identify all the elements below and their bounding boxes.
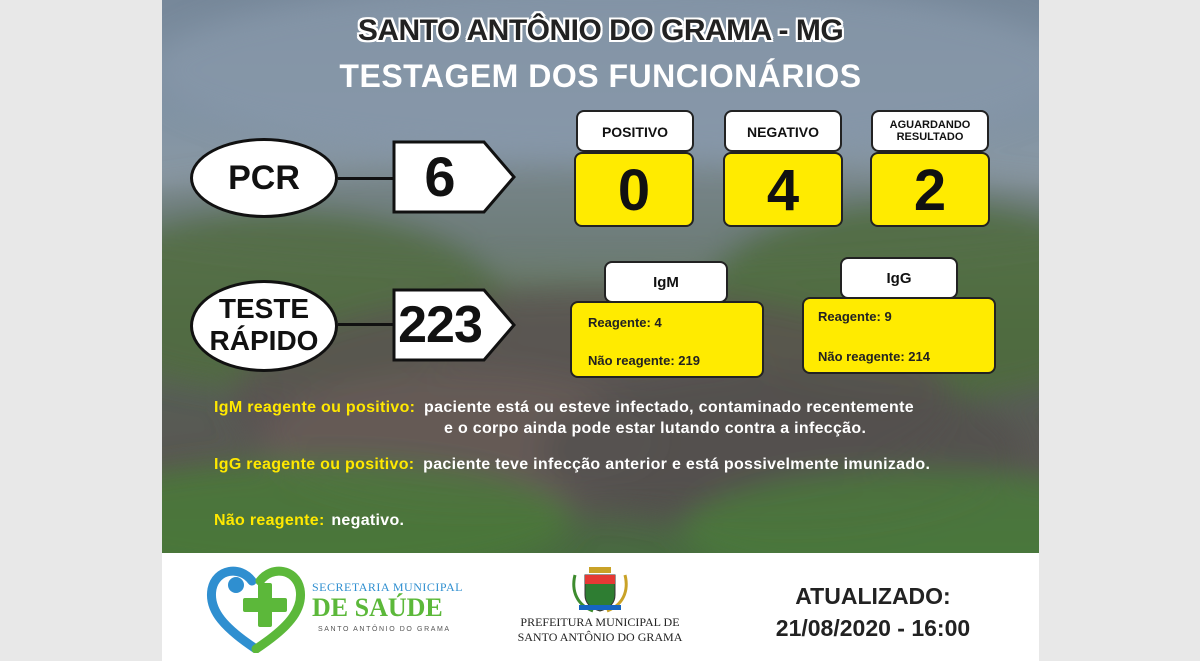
footer [162, 553, 1039, 661]
legend-igg-text: paciente teve infecção anterior e está possivelmente imunizado. [423, 456, 931, 473]
prefeitura-line-2: SANTO ANTÔNIO DO GRAMA [517, 630, 683, 644]
igg-results-box [802, 297, 996, 374]
pcr-total-value: 6 [424, 145, 456, 208]
negativo-count-box [723, 152, 843, 227]
legend-igm-text-1: paciente está ou esteve infectado, contaminado recentemente [424, 399, 914, 416]
location-title: SANTO ANTÔNIO DO GRAMA - MG [357, 14, 844, 47]
legend-igm [214, 399, 914, 417]
positivo-count-box [574, 152, 694, 227]
teste-rapido-total-value: 223 [398, 296, 482, 354]
aguardando-label-box: AGUARDANDO RESULTADO [871, 110, 989, 152]
igm-reagente: Reagente: 4 [588, 315, 662, 330]
legend-igm-key: IgM reagente ou positivo: [214, 399, 416, 416]
legend-igm-text-2: e o corpo ainda pode estar lutando contra a infecção. [444, 420, 867, 437]
municipal-coat-of-arms [569, 565, 631, 615]
negativo-count: 4 [766, 158, 800, 223]
legend-igg-key: IgG reagente ou positivo: [214, 456, 415, 473]
negativo-label-box: NEGATIVO [724, 110, 842, 152]
pcr-label: PCR [228, 159, 300, 197]
igg-reagente: Reagente: 9 [818, 309, 892, 324]
legend-nao-reagente [214, 512, 404, 530]
health-heart-cross-logo [206, 561, 306, 653]
teste-rapido-label-2: RÁPIDO [209, 325, 319, 356]
aguardando-count-box [870, 152, 990, 227]
secretaria-line-1: SECRETARIA MUNICIPAL [312, 580, 463, 594]
infographic-panel [162, 0, 1039, 553]
atualizado-label: ATUALIZADO: [795, 583, 951, 609]
legend-nao-text: negativo. [331, 512, 405, 529]
teste-rapido-label-1: TESTE [218, 293, 310, 324]
igm-label-box: IgM [604, 261, 728, 303]
positivo-count: 0 [617, 158, 651, 223]
positivo-label-box: POSITIVO [576, 110, 694, 152]
legend-nao-key: Não reagente: [214, 512, 325, 529]
legend-igg [214, 456, 930, 474]
igm-nao-reagente: Não reagente: 219 [588, 353, 700, 368]
pcr-connector [338, 177, 394, 180]
page-title: TESTAGEM DOS FUNCIONÁRIOS [339, 58, 862, 94]
aguardando-count: 2 [913, 158, 947, 223]
teste-rapido-connector [338, 323, 394, 326]
igm-results-box [570, 301, 764, 378]
pcr-oval [190, 138, 338, 218]
prefeitura-line-1: PREFEITURA MUNICIPAL DE [520, 615, 680, 629]
right-margin [1039, 0, 1200, 661]
secretaria-line-3: SANTO ANTÔNIO DO GRAMA [318, 626, 451, 633]
teste-rapido-oval [190, 280, 338, 372]
left-margin [0, 0, 162, 661]
igg-label-box: IgG [840, 257, 958, 299]
atualizado-datetime: 21/08/2020 - 16:00 [775, 615, 971, 641]
secretaria-line-2: DE SAÚDE [312, 593, 443, 622]
igg-nao-reagente: Não reagente: 214 [818, 349, 930, 364]
